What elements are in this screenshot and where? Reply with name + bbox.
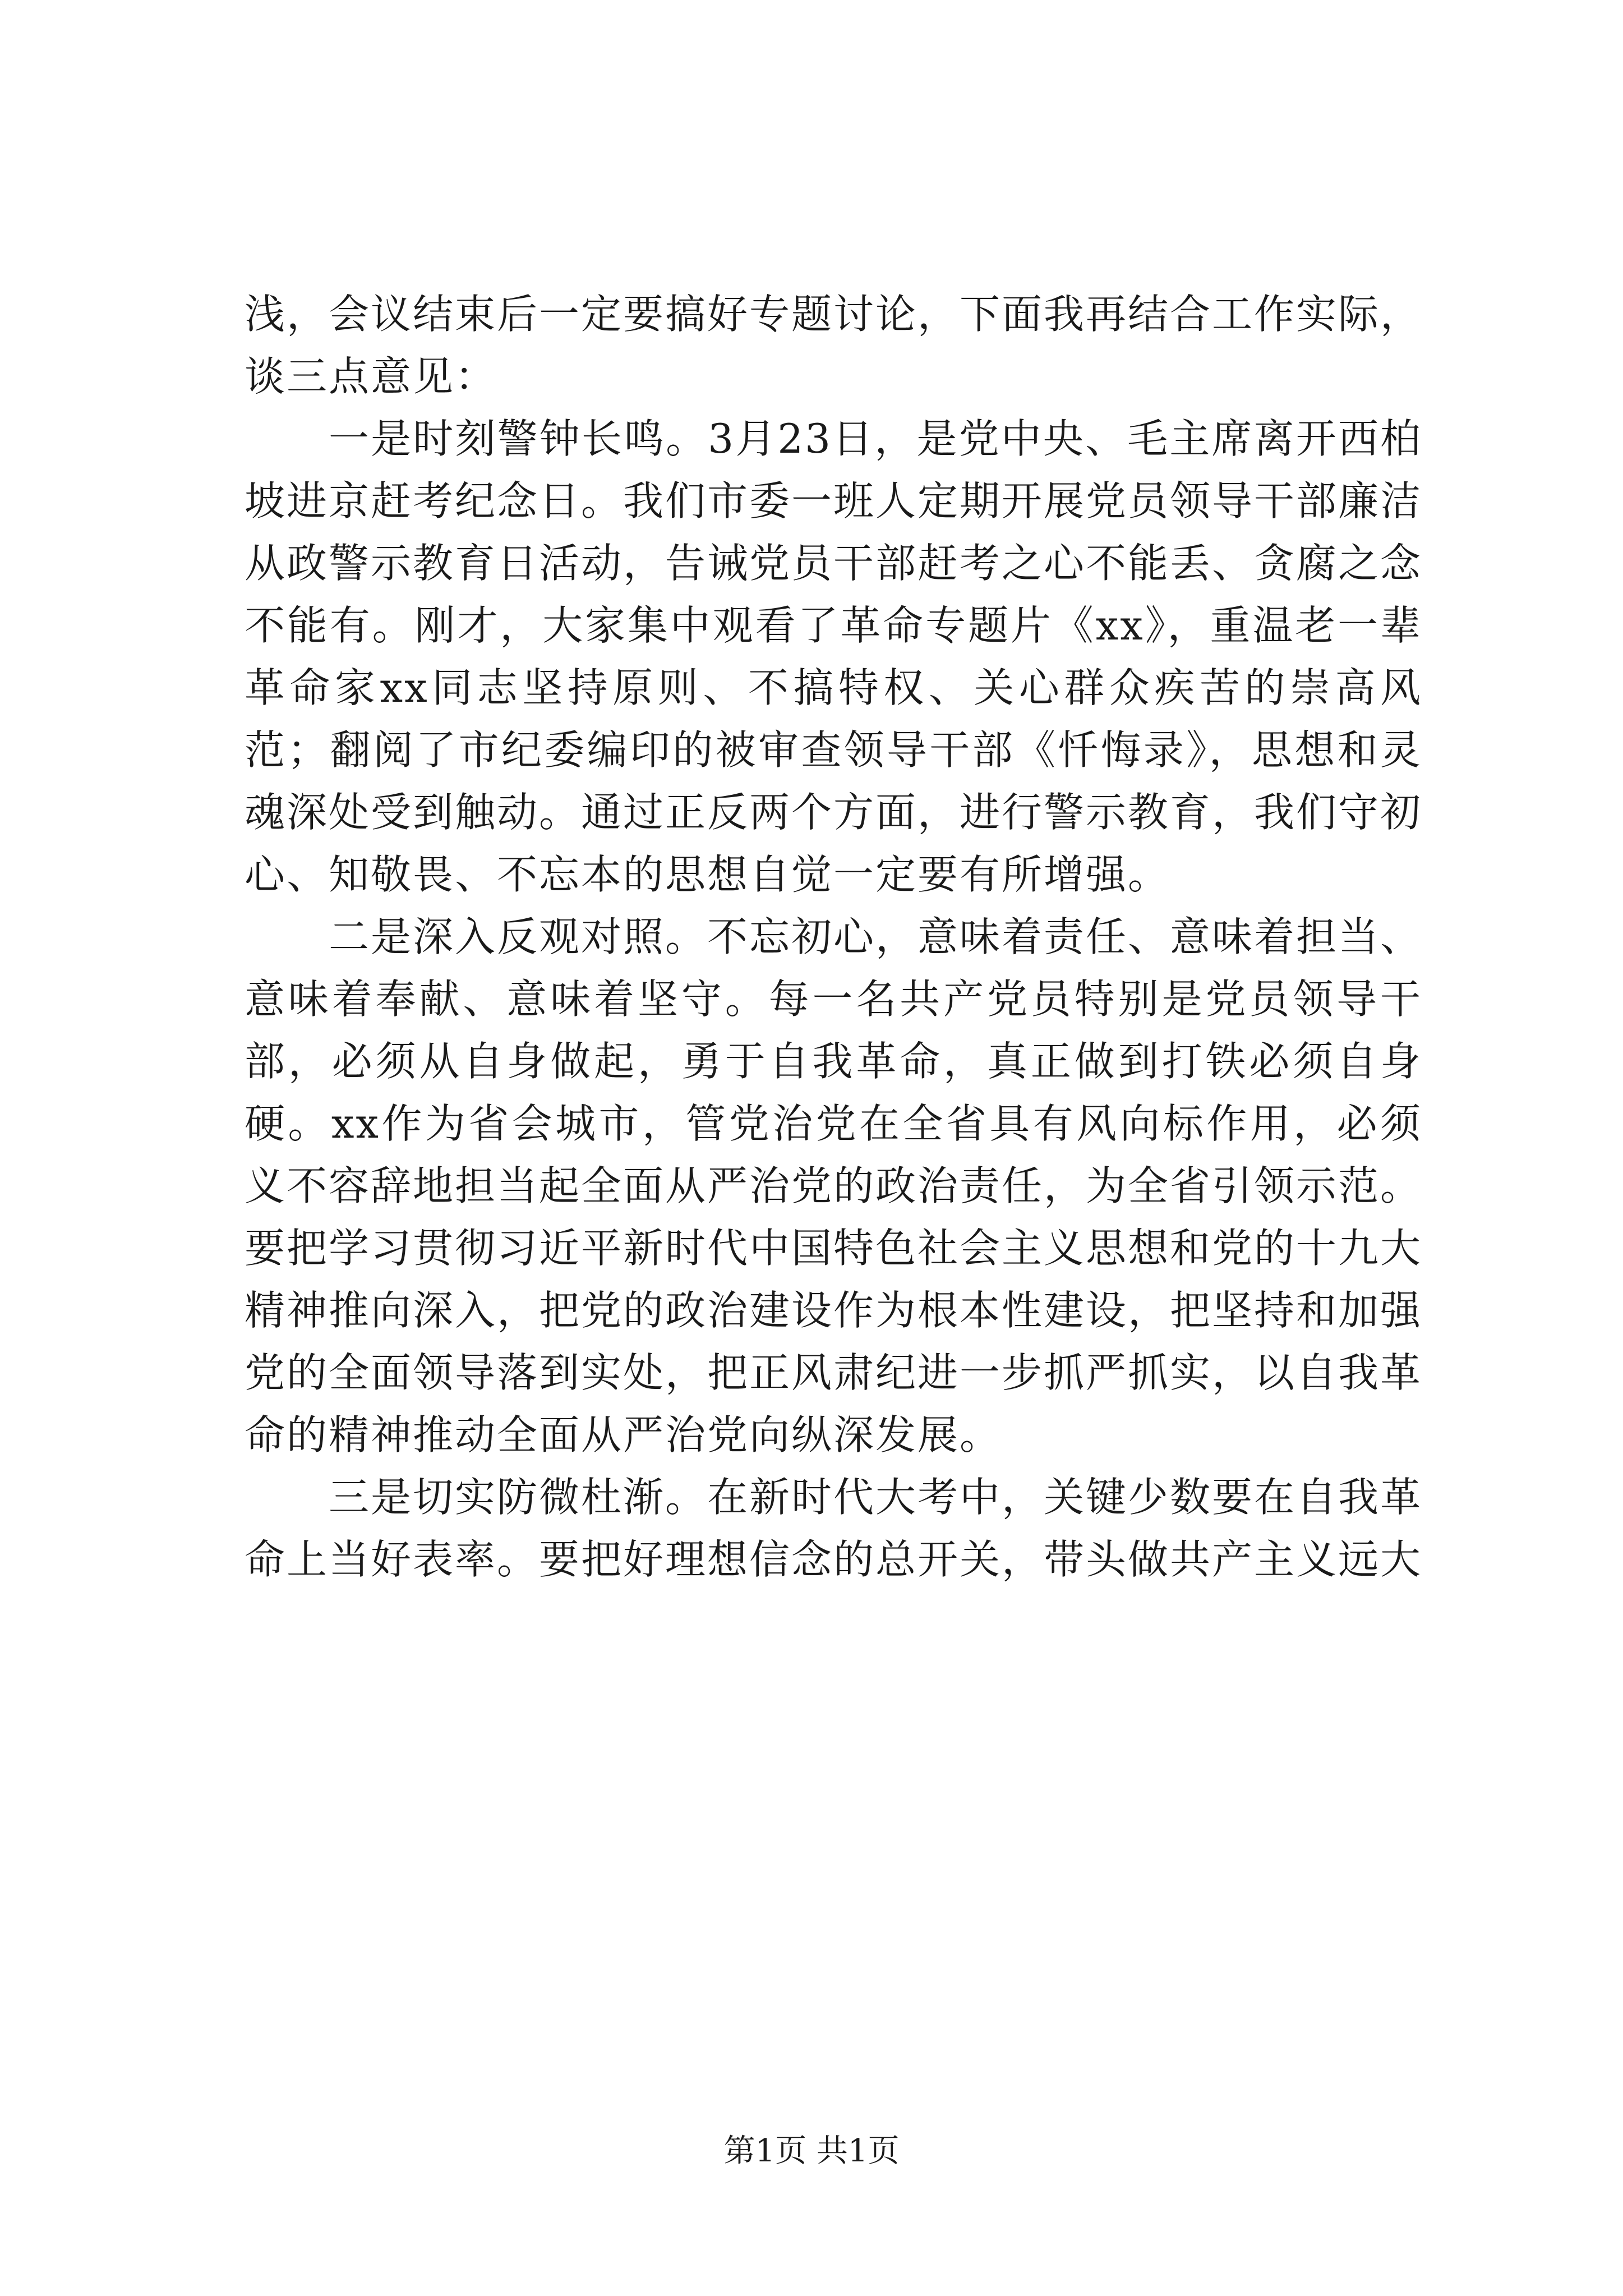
document-body — [245, 283, 1422, 1591]
paragraph-1: 一是时刻警钟长鸣。3月23日，是党中央、毛主席离开西柏坡进京赶考纪念日。我们市委一班人定期开展党员领导干部廉洁从政警示教育日活动，告诫党员干部赶考之心不能丢、贪腐之念不能有。刚才，大家集中观看了革命专题片《xx》，重温老一辈革命家xx同志坚持原则、不搞特权、关心群众疾苦的崇高风范；翻阅了市纪委编印的被审查领导干部《忏悔录》，思想和灵魂深处受到触动。通过正反两个方面，进行警示教育，我们守初心、知敬畏、不忘本的思想自觉一定要有所增强。 — [245, 415, 1423, 898]
paragraph-3: 三是切实防微杜渐。在新时代大考中，关键少数要在自我革命上当好表率。要把好理想信念的总开关，带头做共产主义远大 — [245, 1474, 1423, 1583]
page-number-label: 第1页 共1页 — [723, 2133, 900, 2169]
page-footer — [0, 2132, 1623, 2171]
paragraph-0: 浅，会议结束后一定要搞好专题讨论，下面我再结合工作实际，谈三点意见： — [245, 291, 1423, 400]
paragraph-2: 二是深入反观对照。不忘初心，意味着责任、意味着担当、意味着奉献、意味着坚守。每一名共产党员特别是党员领导干部，必须从自身做起，勇于自我革命，真正做到打铁必须自身硬。xx作为省会城市，管党治党在全省具有风向标作用，必须义不容辞地担当起全面从严治党的政治责任，为全省引领示范。要把学习贯彻习近平新时代中国特色社会主义思想和党的十九大精神推向深入，把党的政治建设作为根本性建设，把坚持和加强党的全面领导落到实处，把正风肃纪进一步抓严抓实，以自我革命的精神推动全面从严治党向纵深发展。 — [245, 913, 1423, 1458]
